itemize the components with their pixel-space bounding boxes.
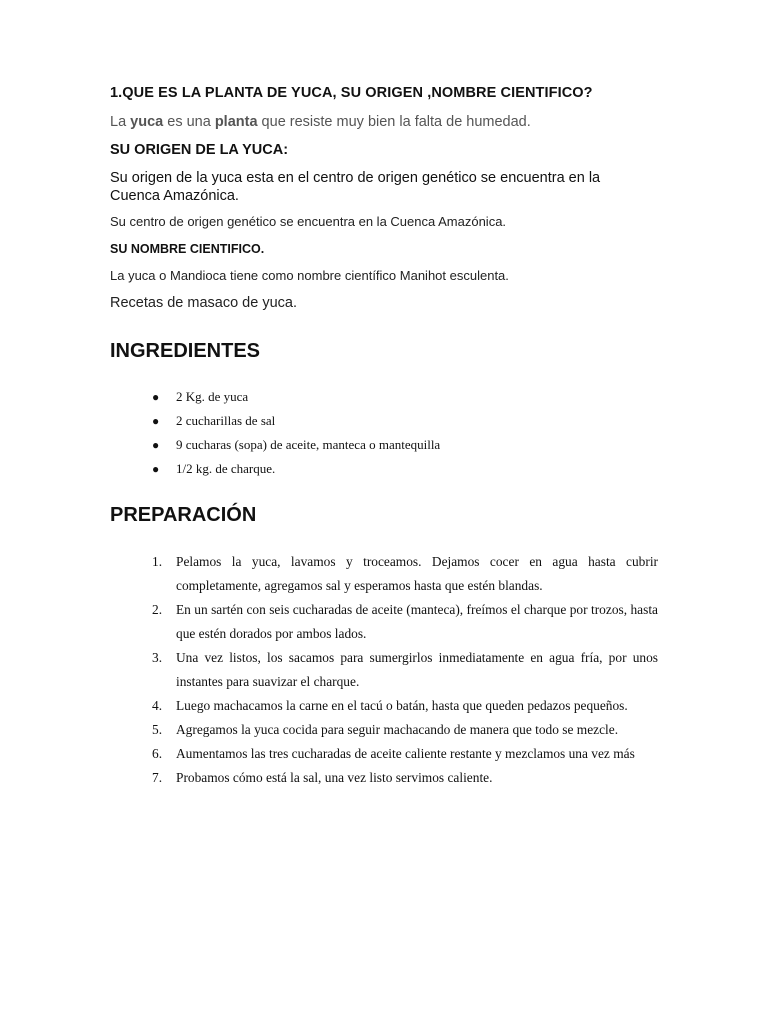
step-number: 3. (152, 650, 163, 665)
list-item (152, 411, 440, 435)
intro-paragraph (110, 114, 531, 130)
list-item (152, 766, 658, 790)
step-number: 4. (152, 698, 163, 713)
step-text: Una vez listos, los sacamos para sumergirlos inmediatamente en agua fría, por unos instantes para suavizar el charque. (176, 650, 658, 689)
preparacion-list (152, 550, 658, 790)
intro-planta-bold: planta (214, 114, 258, 130)
origen-heading: SU ORIGEN DE LA YUCA: (110, 142, 289, 158)
step-text: En un sartén con seis cucharadas de aceite (manteca), freímos el charque por trozos, hasta que estén dorados por ambos lados. (176, 602, 658, 641)
ingredientes-list (152, 387, 441, 483)
step-text: Agregamos la yuca cocida para seguir machacando de manera que todo se mezcle. (176, 722, 619, 737)
list-item (152, 387, 440, 411)
bullet-icon: ● (152, 462, 160, 476)
list-item (152, 646, 658, 694)
ingredientes-heading: INGREDIENTES (110, 340, 261, 362)
list-item (152, 598, 658, 646)
step-text: Probamos cómo está la sal, una vez listo servimos caliente. (176, 770, 493, 785)
step-number: 2. (152, 602, 163, 617)
step-number: 6. (152, 746, 163, 761)
ingredient-text: 9 cucharas (sopa) de aceite, manteca o mantequilla (176, 437, 441, 452)
list-item (152, 742, 658, 766)
centro-paragraph: Su centro de origen genético se encuentra en la Cuenca Amazónica. (110, 214, 507, 229)
bullet-icon: ● (152, 438, 160, 452)
question-heading: 1.QUE ES LA PLANTA DE YUCA, SU ORIGEN ,NOMBRE CIENTIFICO? (110, 85, 593, 101)
ingredient-text: 2 Kg. de yuca (176, 389, 249, 404)
ingredient-text: 2 cucharillas de sal (176, 413, 276, 428)
step-number: 5. (152, 722, 163, 737)
bullet-icon: ● (152, 390, 160, 404)
recetas-line: Recetas de masaco de yuca. (110, 295, 297, 311)
list-item (152, 718, 658, 742)
list-item (152, 550, 658, 598)
list-item (152, 694, 658, 718)
nombre-paragraph: La yuca o Mandioca tiene como nombre científico Manihot esculenta. (110, 268, 509, 283)
ingredient-text: 1/2 kg. de charque. (176, 461, 276, 476)
step-text: Aumentamos las tres cucharadas de aceite caliente restante y mezclamos una vez más (176, 746, 635, 761)
list-item (152, 459, 440, 483)
step-text: Pelamos la yuca, lavamos y troceamos. Dejamos cocer en agua hasta cubrir completamente, agregamos sal y esperamos hasta que estén blandas. (176, 554, 658, 593)
intro-yuca-bold: yuca (130, 114, 164, 130)
intro-text-2: es una (163, 114, 215, 130)
nombre-heading: SU NOMBRE CIENTIFICO. (110, 242, 265, 256)
preparacion-heading: PREPARACIÓN (110, 504, 257, 526)
step-number: 7. (152, 770, 163, 785)
list-item (152, 435, 441, 459)
bullet-icon: ● (152, 414, 160, 428)
origen-paragraph: Su origen de la yuca esta en el centro de origen genético se encuentra en la Cuenca Amazónica. (110, 170, 601, 204)
intro-text-3: que resiste muy bien la falta de humedad. (257, 114, 531, 130)
step-number: 1. (152, 554, 163, 569)
intro-text-1: La (110, 114, 131, 130)
step-text: Luego machacamos la carne en el tacú o batán, hasta que queden pedazos pequeños. (176, 698, 628, 713)
